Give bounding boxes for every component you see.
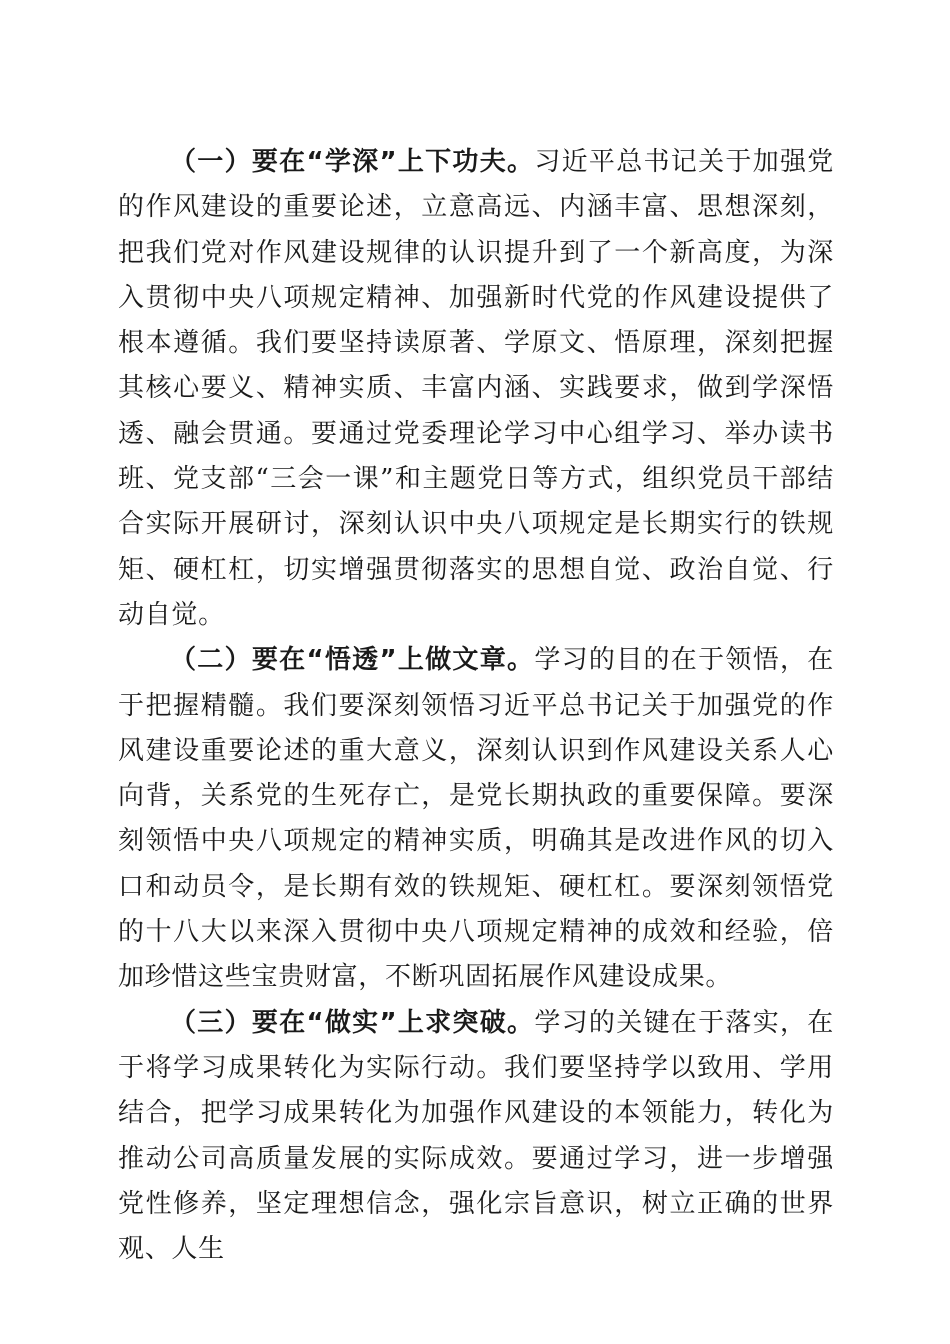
paragraph-3 [118, 1001, 834, 1273]
document-body [118, 140, 834, 1272]
paragraph-1-text: 习近平总书记关于加强党的作风建设的重要论述，立意高远、内涵丰富、思想深刻，把我们党对作风建设规律的认识提升到了一个新高度，为深入贯彻中央八项规定精神、加强新时代党的作风建设提供了根本遵循。我们要坚持读原著、学原文、悟原理，深刻把握其核心要义、精神实质、丰富内涵、实践要求，做到学深悟透、融会贯通。要通过党委理论学习中心组学习、举办读书班、党支部“三会一课”和主题党日等方式，组织党员干部结合实际开展研讨，深刻认识中央八项规定是长期实行的铁规矩、硬杠杠，切实增强贯彻落实的思想自觉、政治自觉、行动自觉。 [118, 147, 834, 630]
paragraph-2-text: 学习的目的在于领悟，在于把握精髓。我们要深刻领悟习近平总书记关于加强党的作风建设重要论述的重大意义，深刻认识到作风建设关系人心向背，关系党的生死存亡，是党长期执政的重要保障。要深刻领悟中央八项规定的精神实质，明确其是改进作风的切入口和动员令，是长期有效的铁规矩、硬杠杠。要深刻领悟党的十八大以来深入贯彻中央八项规定精神的成效和经验，倍加珍惜这些宝贵财富，不断巩固拓展作风建设成果。 [118, 645, 834, 993]
paragraph-2 [118, 638, 834, 1000]
paragraph-3-heading: （三）要在“做实”上求突破。 [170, 1007, 535, 1038]
paragraph-3-text: 学习的关键在于落实，在于将学习成果转化为实际行动。我们要坚持学以致用、学用结合，把学习成果转化为加强作风建设的本领能力，转化为推动公司高质量发展的实际成效。要通过学习，进一步增强党性修养，坚定理想信念，强化宗旨意识，树立正确的世界观、人生 [118, 1007, 834, 1265]
paragraph-1-heading: （一）要在“学深”上下功夫。 [170, 147, 535, 177]
paragraph-2-heading: （二）要在“悟透”上做文章。 [170, 645, 535, 676]
paragraph-1 [118, 140, 834, 638]
